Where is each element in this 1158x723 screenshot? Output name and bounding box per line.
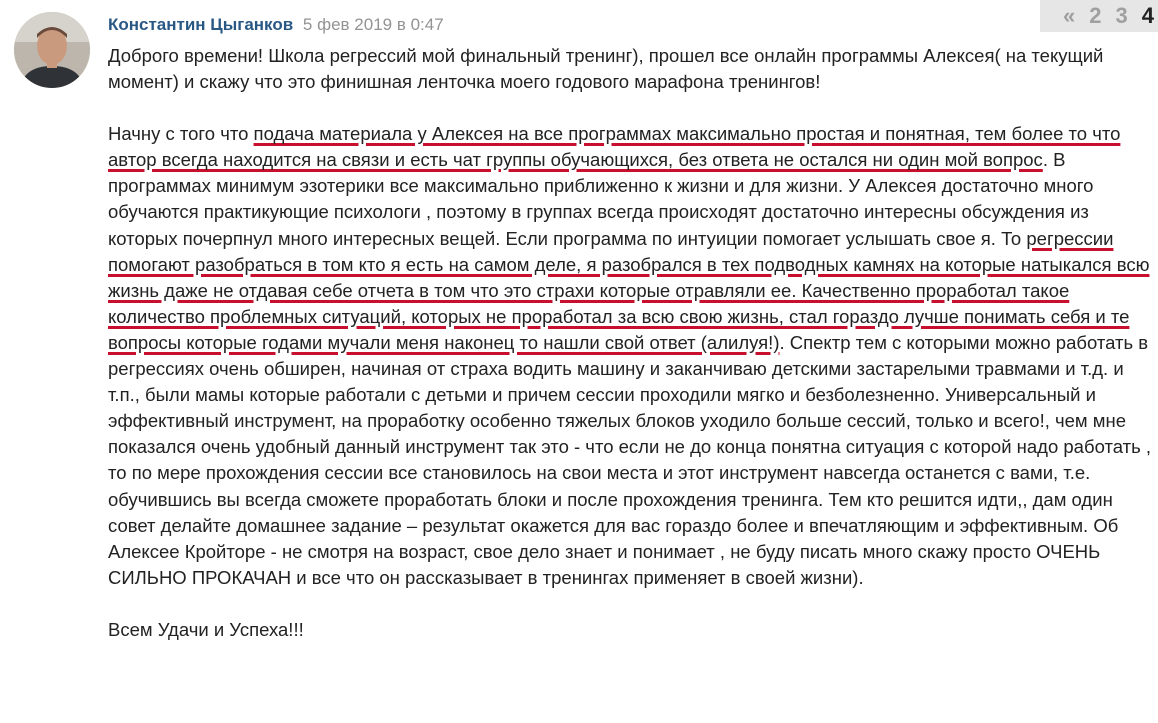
comment-closing: Всем Удачи и Успеха!!! (108, 618, 304, 640)
comment-intro: Доброго времени! Школа регрессий мой финальный тренинг), прошел все онлайн программы Алексея( на текущий момент) и скажу что это финишная ленточка моего годового марафона тренингов! (108, 45, 1104, 93)
body-text-part-2: . В программах минимум эзотерики все максимально приближенно к жизни и для жизни. У Алексея достаточно много обучаются практикующие психологи , поэтому в группах всегда происходят достаточно интересны обсуждения из которых почерпнул много интересных вещей. Если программа по интуиции помогает услышать свое я. То (108, 149, 1094, 249)
body-text-part-3: . Спектр тем с которыми можно работать в регрессиях очень обширен, начиная от страха водить машину и заканчиваю детскими застарелыми травмами и т.д. и т.п., были мамы которые работали с детьми и причем сессии проходили мягко и безболезненно. Универсальный и эффективный инструмент, на проработку особенно тяжелых блоков уходило больше сессий, только и всего!, чем мне показался очень удобный данный инструмент так это - что если не до конца понятна ситуация с которой надо работать , то по мере прохождения сессии все становилось на свои места и этот инструмент навсегда останется с вами, т.е. обучившись вы всегда сможете проработать блоки и после прохождения тренинга. Тем кто решится идти,, дам один совет делайте домашнее задание – результат окажется для вас гораздо более и впечатляющим и эффективным. Об Алексее Кройторе - не смотря на возраст, свое дело знает и понимает , не буду писать много скажу просто ОЧЕНЬ СИЛЬНО ПРОКАЧАН и все что он рассказывает в тренингах применяет в своей жизни). (108, 331, 1151, 588)
user-photo-icon (14, 12, 90, 88)
pager-page-4-current: 4 (1141, 3, 1154, 28)
pager-prev-button[interactable]: « (1063, 3, 1076, 28)
avatar[interactable] (14, 12, 90, 88)
highlighted-text-2: регрессии помогают разобраться в том кто я есть на самом деле, я разобрался в тех подводных камнях на которые натыкался всю жизнь даже не отдавая себе отчета в том что это страхи которые отравляли ее. Качественно проработал такое количество проблемных ситуаций, которых не проработал за всю свою жизнь, стал гораздо лучше понимать себя и те вопросы которые годами мучали меня наконец то нашли свой ответ (алилуя!) (108, 227, 1150, 353)
highlighted-text-1: подача материала у Алексея на все программах максимально простая и понятная, тем более то что автор всегда находится на связи и есть чат группы обучающихся, без ответа не остался ни один мой вопрос (108, 123, 1121, 171)
comment-date-link[interactable]: 5 фев 2019 в 0:47 (302, 15, 444, 34)
body-text-part-1: Начну с того что (108, 123, 254, 145)
pager-page-3[interactable]: 3 (1115, 3, 1128, 28)
comment-body-paragraph (108, 121, 1153, 591)
comment-header (108, 14, 444, 36)
pager-page-2[interactable]: 2 (1089, 3, 1102, 28)
pagination (1040, 0, 1158, 32)
comment-text (108, 43, 1153, 643)
author-name-link[interactable]: Константин Цыганков (108, 15, 294, 34)
